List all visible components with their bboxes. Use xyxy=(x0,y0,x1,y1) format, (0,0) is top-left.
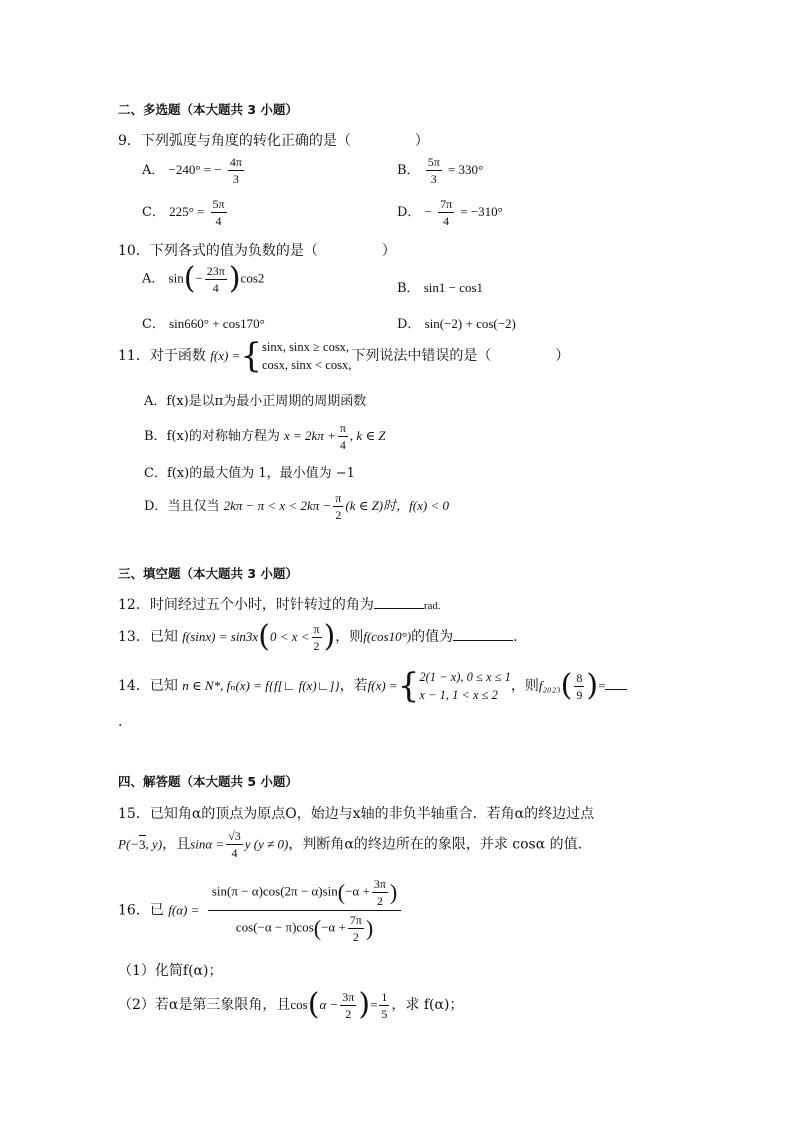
option-label: C． xyxy=(144,466,167,481)
question-math: n ∈ N*, fₙ(x) = f{f[∟ f(x)∟]} xyxy=(182,678,340,694)
q10-option-b xyxy=(397,277,483,296)
question-number: 9． xyxy=(118,133,141,149)
option-text: f(x)的最大值为 1，最小值为 −1 xyxy=(166,466,355,481)
sqrt-value: 3 xyxy=(139,836,146,852)
q11-option-c xyxy=(144,462,355,481)
option-math: 2kπ − π < x < 2kπ − xyxy=(223,498,332,513)
question-math: f(sinx) = sin3x xyxy=(182,629,259,644)
option-math: f(x) < 0 xyxy=(409,498,449,513)
question-10-stem xyxy=(118,240,396,260)
question-text: 已知角α的顶点为原点O，始边与x轴的非负半轴重合．若角α的终边过点 xyxy=(149,806,595,822)
minus-sign: − xyxy=(195,270,203,286)
section-heading-multiple-choice: 二、多选题（本大题共 3 小题） xyxy=(118,102,298,117)
unit-text: rad. xyxy=(423,600,441,612)
answer-paren: ） xyxy=(414,133,429,149)
option-label: D． xyxy=(397,317,421,332)
question-text: 已知 xyxy=(149,629,178,645)
option-label: B． xyxy=(397,281,420,296)
option-label: D． xyxy=(144,499,168,514)
question-text: （2）若α是第三象限角，且 xyxy=(118,997,291,1013)
fraction: $\frac{23\pi}{4}$ xyxy=(206,263,225,295)
q10-option-c xyxy=(142,313,265,332)
option-math: x = 2kπ + xyxy=(284,428,336,443)
question-text: 下列各式的值为负数的是（ xyxy=(149,243,318,259)
option-math: , k ∈ Z xyxy=(349,428,386,443)
q10-option-d xyxy=(397,313,516,332)
question-text: 时间经过五个小时，时针转过的角为 xyxy=(149,597,374,613)
cos-text: cos xyxy=(290,997,308,1012)
question-12 xyxy=(118,594,441,614)
question-number: 14． xyxy=(118,678,150,695)
question-16-stem xyxy=(118,878,403,943)
question-11-stem: 11．对于函数 f(x) ={ sinx, sinx ≥ cosx, cosx, sinx < cosx, 下列说法中错误的是（ ） xyxy=(118,336,570,377)
equals-sign: = xyxy=(598,678,606,694)
question-15-line-1 xyxy=(118,803,594,823)
fraction: $\frac{5\pi}{3}$ xyxy=(427,155,440,186)
fraction: $\frac{\pi}{2}$ xyxy=(313,621,320,653)
sin-text: sin xyxy=(168,270,184,286)
q9-option-d xyxy=(397,198,503,227)
section-heading-solution: 四、解答题（本大题共 5 小题） xyxy=(118,774,298,789)
question-9-stem xyxy=(118,130,429,150)
question-end: . xyxy=(513,629,518,645)
fraction: $\frac{4\pi}{3}$ xyxy=(229,155,242,186)
question-number: 16． xyxy=(118,902,150,919)
question-text: 下列弧度与角度的转化正确的是（ xyxy=(140,133,351,149)
option-label: C． xyxy=(142,317,165,332)
question-text: 下列说法中错误的是（ xyxy=(351,348,492,365)
question-number: 12． xyxy=(118,597,150,613)
question-16-part-2: （2）若α是第三象限角，且cos(α − $\frac{3\pi}{2}$ )= $\frac{1}{5}$ ，求 f(α)； xyxy=(118,987,464,1022)
condition-math: 0 < x < xyxy=(269,629,310,644)
function-name: f(x) = xyxy=(210,348,241,364)
question-14-period: . xyxy=(118,714,123,730)
q10-option-a: A． sin(− $\frac{23\pi}{4}$ )cos2 xyxy=(142,261,265,296)
question-text: 的值为 xyxy=(411,629,454,645)
big-fraction: sin(π − α)cos(2π − α)sin(−α + $\frac{3\pi}{2}$ ) cos(−α − π)cos(−α + $\frac{7\pi}{2}$ ) xyxy=(208,878,401,943)
option-label: B． xyxy=(397,163,420,178)
option-label: D． xyxy=(397,205,421,220)
q11-option-b xyxy=(144,422,386,451)
fraction: $\frac{7\pi}{4}$ xyxy=(440,197,453,228)
option-math: = 330° xyxy=(447,162,484,177)
answer-paren: ） xyxy=(555,348,570,365)
fraction: $\frac{3\pi}{2}$ xyxy=(342,989,355,1021)
q11-option-a xyxy=(144,390,366,409)
question-number: 10． xyxy=(118,243,150,259)
option-math: −240° = − xyxy=(168,162,222,177)
option-label: A． xyxy=(142,271,165,287)
question-math: y (y ≠ 0) xyxy=(244,836,289,852)
piecewise-cases: sinx, sinx ≥ cosx, cosx, sinx < cosx, xyxy=(261,340,352,373)
fraction: $\frac{\pi}{4}$ xyxy=(339,421,346,452)
fraction: $\frac{1}{5}$ xyxy=(381,989,388,1021)
q9-option-c xyxy=(142,198,229,227)
question-14: 14．已知 n ∈ N*, fₙ(x) = f{f[∟ f(x)∟]}，若f(x) ={ 2(1 − x), 0 ≤ x ≤ 1 x − 1, 1 < x ≤ 2 ，则f₂₀₂₃( $\frac{8}{9}$ )= xyxy=(118,668,627,704)
option-text: f(x)是以π为最小正周期的周期函数 xyxy=(166,394,367,409)
point-math: P(− xyxy=(118,836,140,852)
cos-text: cos2 xyxy=(240,270,265,286)
function-name: f(α) = xyxy=(168,902,200,918)
point-math: , y) xyxy=(145,836,163,852)
question-text: 对于函数 xyxy=(149,348,206,365)
question-number: 11． xyxy=(118,348,150,365)
option-math: = −310° xyxy=(460,204,503,219)
minus-sign: − xyxy=(424,204,432,219)
question-text: ，求 f(α)； xyxy=(391,997,464,1013)
fraction: $\frac{5\pi}{4}$ xyxy=(212,197,225,228)
piecewise-cases: 2(1 − x), 0 ≤ x ≤ 1 x − 1, 1 < x ≤ 2 xyxy=(419,670,511,703)
function-name: f(x) = xyxy=(367,678,398,694)
question-math: α − xyxy=(319,997,339,1012)
option-text: 当且仅当 xyxy=(167,499,220,514)
option-label: C． xyxy=(142,205,165,220)
question-math: f(cos10°) xyxy=(363,629,412,644)
q9-option-a xyxy=(142,156,246,185)
answer-blank[interactable] xyxy=(374,596,424,609)
question-text: 已知 xyxy=(149,678,178,695)
equals-sign: = xyxy=(370,997,378,1012)
option-label: B． xyxy=(144,429,167,444)
option-math: 225° = xyxy=(169,204,205,219)
fraction: $\frac{\pi}{2}$ xyxy=(335,491,342,522)
question-text: ，则 xyxy=(335,629,364,645)
question-text: 已 xyxy=(149,902,164,919)
question-text: ，则 xyxy=(510,678,539,695)
option-label: A． xyxy=(144,394,167,409)
q11-option-d xyxy=(144,492,449,521)
question-13: 13．已知 f(sinx) = sin3x(0 < x < $\frac{\pi}{2}$ )，则f(cos10°)的值为 . xyxy=(118,619,518,654)
answer-blank[interactable] xyxy=(605,677,627,690)
question-text: ，且 xyxy=(162,836,191,853)
option-math: (k ∈ Z)时， xyxy=(345,498,410,513)
question-text: ，若 xyxy=(339,678,368,695)
option-math: sin1 − cos1 xyxy=(423,280,484,295)
question-15-line-2 xyxy=(118,830,592,859)
question-number: 13． xyxy=(118,629,150,645)
question-16-part-1: （1）化简f(α)； xyxy=(118,963,223,979)
answer-blank[interactable] xyxy=(453,628,513,641)
question-math: sinα = xyxy=(190,836,225,852)
question-number: 15． xyxy=(118,806,150,822)
answer-paren: ） xyxy=(381,243,396,259)
option-label: A． xyxy=(142,163,165,178)
section-heading-fill-in: 三、填空题（本大题共 3 小题） xyxy=(118,566,298,581)
option-text: f(x)的对称轴方程为 xyxy=(166,429,280,444)
q9-option-b xyxy=(397,156,483,185)
option-math: sin(−2) + cos(−2) xyxy=(424,316,516,331)
fraction: $\frac{√3}{4}$ xyxy=(228,829,241,860)
fraction: $\frac{8}{9}$ xyxy=(576,670,583,702)
option-math: sin660° + cos170° xyxy=(169,316,265,331)
question-math: f₂₀₂₃ xyxy=(538,678,561,694)
question-text: ，判断角α的终边所在的象限，并求 cosα 的值． xyxy=(288,836,592,853)
